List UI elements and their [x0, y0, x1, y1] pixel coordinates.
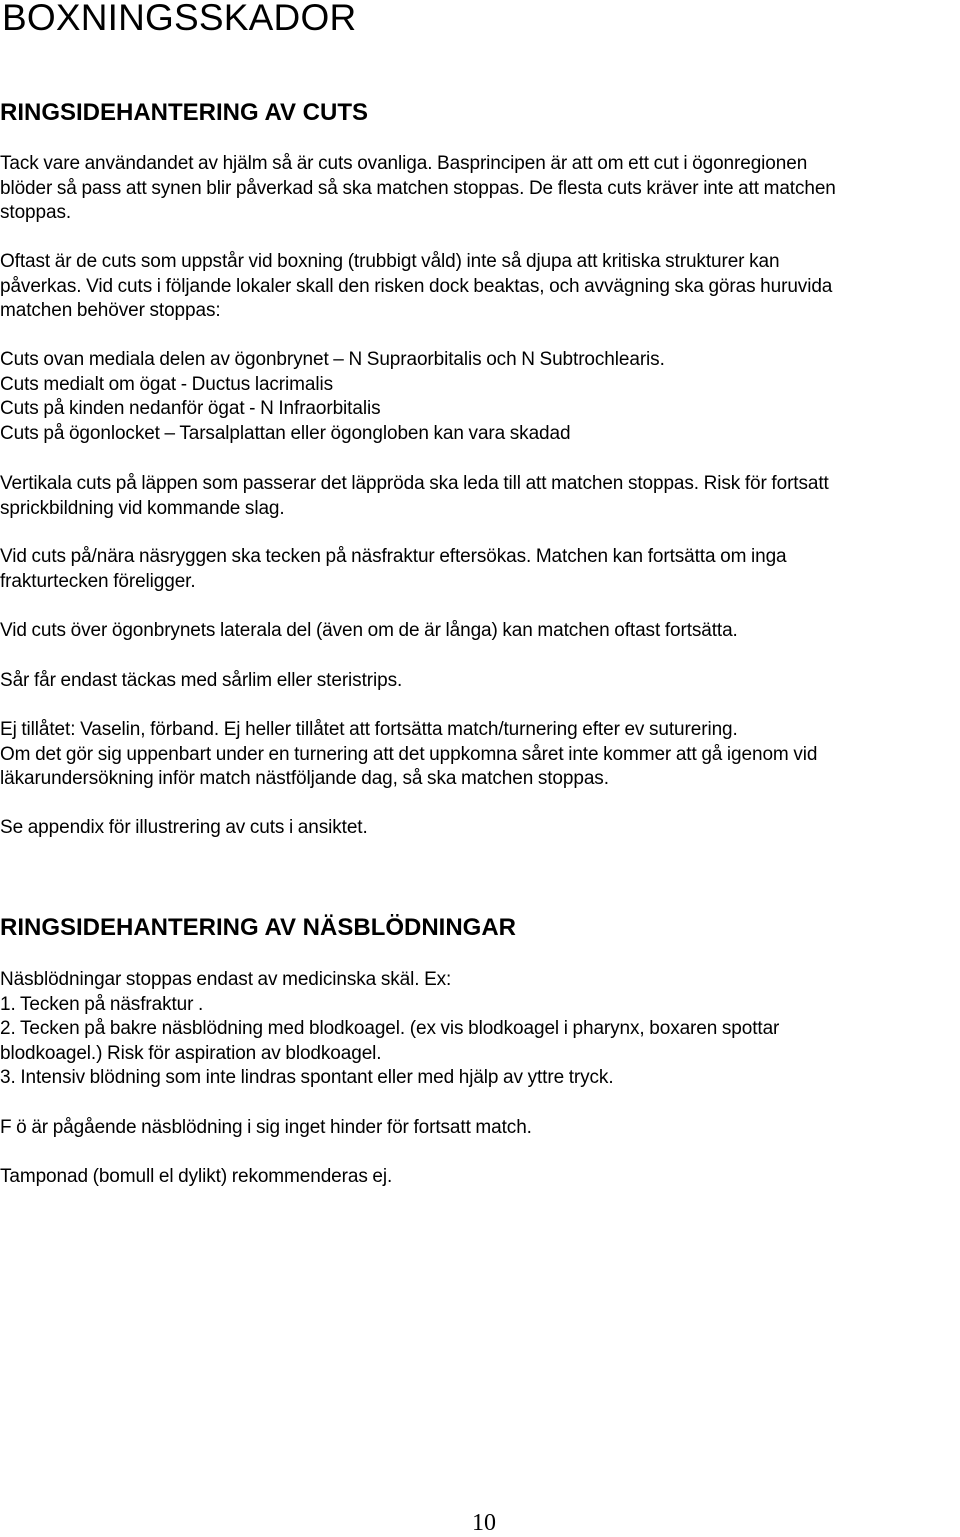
paragraph-wound-covering	[0, 669, 960, 694]
paragraph-helmet-principle	[0, 152, 960, 226]
text-line: Om det gör sig uppenbart under en turnering att det uppkomna såret inte kommer att gå igenom vid	[0, 743, 818, 765]
text-line: blöder så pass att synen blir påverkad så ska matchen stoppas. De flesta cuts kräver inte att matchen	[0, 177, 836, 199]
text-line: Ej tillåtet: Vaselin, förband. Ej heller tillåtet att fortsätta match/turnering efter ev suturering.	[0, 719, 738, 740]
section-heading-nosebleeds: RINGSIDEHANTERING AV NÄSBLÖDNINGAR	[0, 914, 517, 941]
text-line: Oftast är de cuts som uppstår vid boxning (trubbigt våld) inte så djupa att kritiska strukturer kan	[0, 251, 780, 272]
paragraph-appendix-reference	[0, 816, 960, 841]
text-line: F ö är pågående näsblödning i sig inget hinder för fortsatt match.	[0, 1117, 532, 1138]
text-line: Tamponad (bomull el dylikt) rekommenderas ej.	[0, 1166, 393, 1187]
list-item: Cuts på ögonlocket – Tarsalplattan eller ögongloben kan vara skadad	[0, 422, 571, 444]
paragraph-critical-structures	[0, 250, 960, 324]
paragraph-tamponade	[0, 1165, 960, 1190]
list-item: 3. Intensiv blödning som inte lindras spontant eller med hjälp av yttre tryck.	[0, 1067, 614, 1089]
list-item: 2. Tecken på bakre näsblödning med blodkoagel. (ex vis blodkoagel i pharynx, boxaren spottar	[0, 1018, 780, 1040]
paragraph-not-allowed	[0, 718, 960, 792]
text-line: Sår får endast täckas med sårlim eller steristrips.	[0, 670, 403, 691]
section-heading-cuts: RINGSIDEHANTERING AV CUTS	[0, 99, 369, 126]
list-item: Cuts ovan mediala delen av ögonbrynet – N Supraorbitalis och N Subtrochlearis.	[0, 349, 665, 370]
page-number: 10	[472, 1510, 496, 1536]
paragraph-nose-cuts	[0, 545, 960, 594]
list-item: blodkoagel.) Risk för aspiration av blodkoagel.	[0, 1042, 382, 1064]
document-title: BOXNINGSSKADOR	[2, 0, 357, 38]
text-line: stoppas.	[0, 202, 72, 224]
paragraph-eyebrow-cuts	[0, 619, 960, 644]
text-line: Vertikala cuts på läppen som passerar det läppröda ska leda till att matchen stoppas. Risk för fortsatt	[0, 473, 829, 494]
text-line: frakturtecken föreligger.	[0, 570, 196, 592]
text-line: Vid cuts över ögonbrynets laterala del (även om de är långa) kan matchen oftast fortsätta.	[0, 620, 738, 641]
list-item: Cuts medialt om ögat - Ductus lacrimalis	[0, 373, 333, 395]
paragraph-lip-cuts	[0, 472, 960, 521]
list-cut-locations	[0, 348, 960, 446]
text-line: Se appendix för illustrering av cuts i ansiktet.	[0, 817, 368, 838]
text-line: sprickbildning vid kommande slag.	[0, 497, 285, 519]
list-nosebleed-reasons	[0, 968, 960, 1091]
text-line: Vid cuts på/nära näsryggen ska tecken på näsfraktur eftersökas. Matchen kan fortsätta om inga	[0, 546, 787, 567]
text-line: Tack vare användandet av hjälm så är cuts ovanliga. Basprincipen är att om ett cut i ögonregionen	[0, 153, 808, 174]
text-line: Näsblödningar stoppas endast av medicinska skäl. Ex:	[0, 969, 452, 990]
text-line: påverkas. Vid cuts i följande lokaler skall den risken dock beaktas, och avvägning ska göras huruvida	[0, 275, 833, 297]
paragraph-ongoing-nosebleed	[0, 1116, 960, 1141]
text-line: läkarundersökning inför match nästföljande dag, så ska matchen stoppas.	[0, 768, 609, 790]
list-item: 1. Tecken på näsfraktur .	[0, 993, 204, 1015]
list-item: Cuts på kinden nedanför ögat - N Infraorbitalis	[0, 398, 381, 420]
text-line: matchen behöver stoppas:	[0, 300, 221, 322]
